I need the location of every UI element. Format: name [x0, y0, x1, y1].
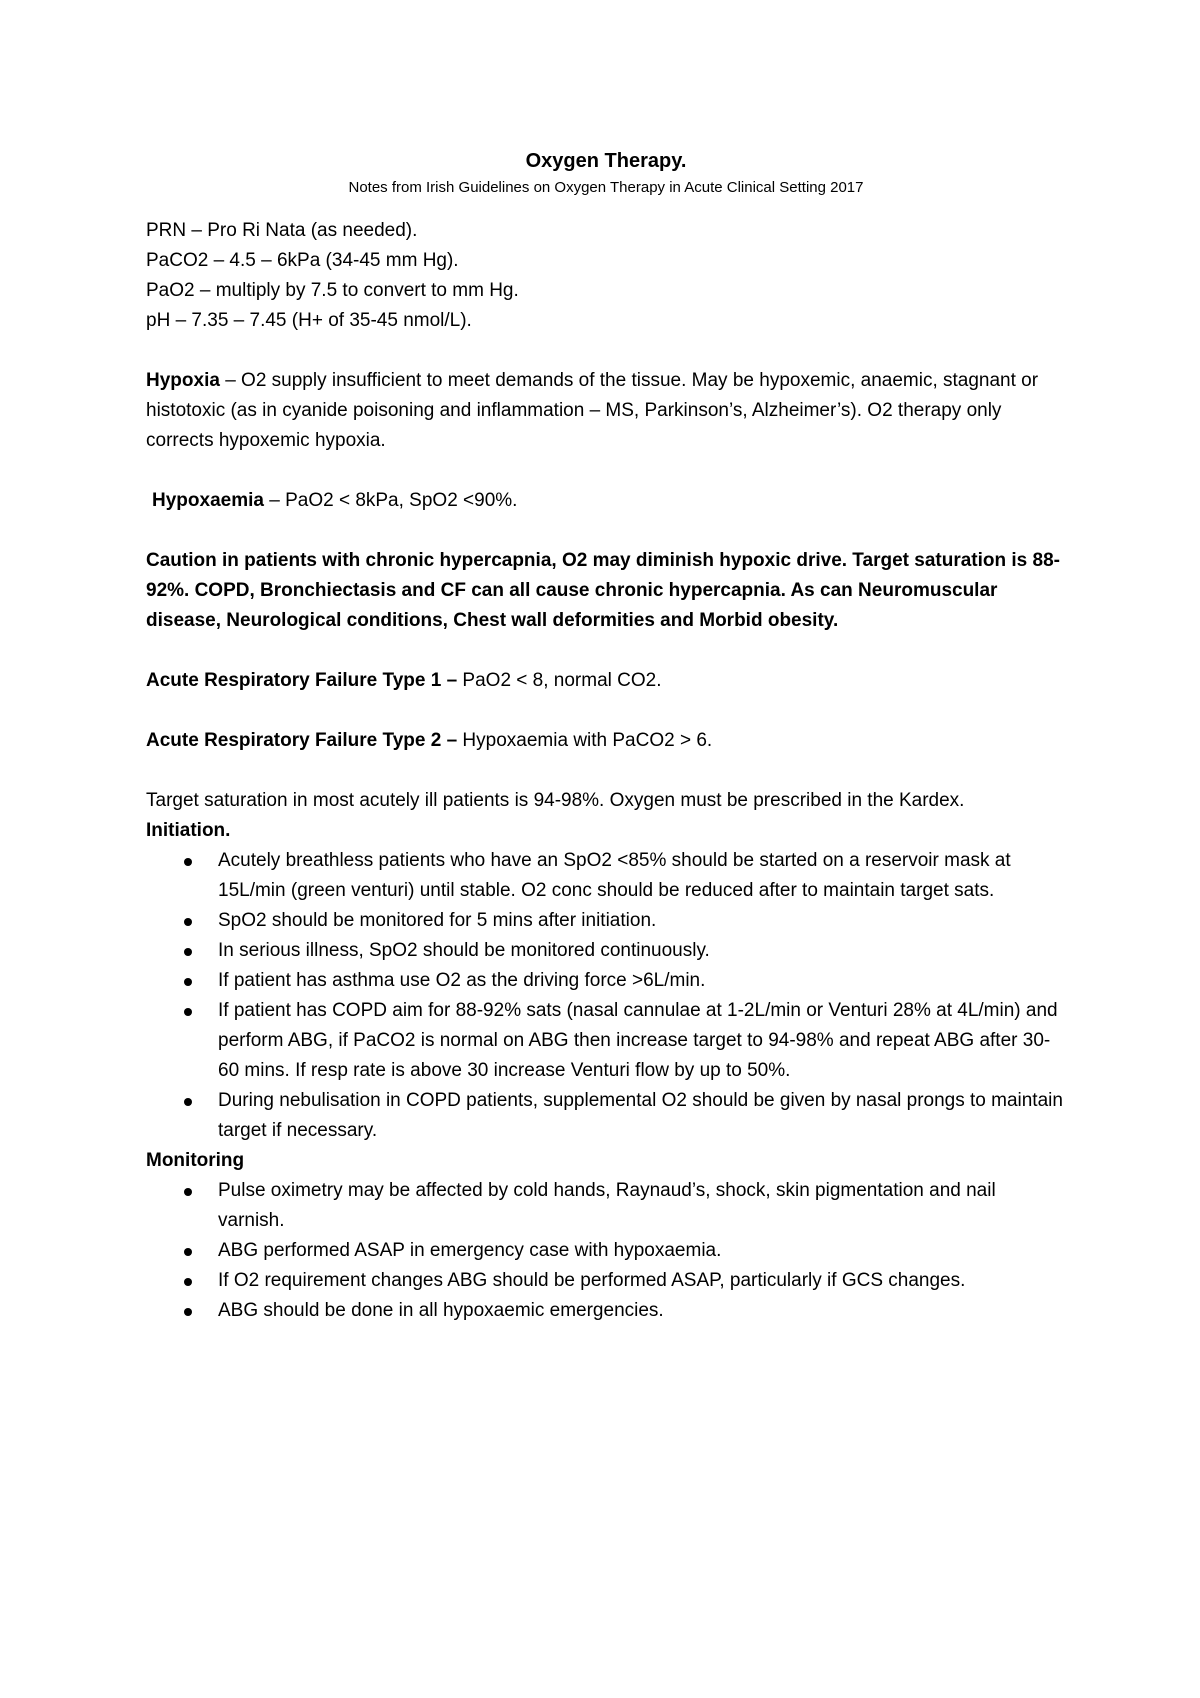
definitions-block: [146, 216, 1066, 336]
document-title: Oxygen Therapy.: [525, 150, 687, 172]
bullet-icon: [184, 1308, 192, 1316]
hypoxaemia-text: – PaO2 < 8kPa, SpO2 <90%.: [263, 490, 518, 511]
document-content: [146, 146, 1066, 1326]
list-item-text: ABG should be done in all hypoxaemic emergencies.: [218, 1300, 664, 1321]
initiation-list: [146, 846, 1066, 1146]
list-item-text: In serious illness, SpO2 should be monitored continuously.: [218, 940, 710, 961]
definition-pao2: PaO2 – multiply by 7.5 to convert to mm Hg.: [146, 280, 519, 301]
document-subtitle: Notes from Irish Guidelines on Oxygen Therapy in Acute Clinical Setting 2017: [348, 179, 864, 196]
list-item: [182, 936, 1066, 966]
list-item: [182, 996, 1066, 1086]
list-item: [182, 846, 1066, 906]
list-item-text: Acutely breathless patients who have an SpO2 <85% should be started on a reservoir mask at 15L/min (green venturi) until stable. O2 conc should be reduced after to maintain target sats.: [218, 850, 1011, 901]
hypoxaemia-paragraph: [146, 486, 1066, 516]
list-item: [182, 1296, 1066, 1326]
list-item-text: During nebulisation in COPD patients, supplemental O2 should be given by nasal prongs to maintain target if necessary.: [218, 1090, 1063, 1141]
list-item-text: If O2 requirement changes ABG should be performed ASAP, particularly if GCS changes.: [218, 1270, 966, 1291]
list-item: [182, 966, 1066, 996]
list-item: [182, 906, 1066, 936]
monitoring-heading: Monitoring: [146, 1150, 245, 1171]
bullet-icon: [184, 918, 192, 926]
initiation-heading: Initiation.: [146, 820, 231, 841]
target-saturation-paragraph: Target saturation in most acutely ill patients is 94-98%. Oxygen must be prescribed in the Kardex.: [146, 790, 965, 811]
arf-type1-text: PaO2 < 8, normal CO2.: [457, 670, 662, 691]
arf-type2-term: Acute Respiratory Failure Type 2 –: [146, 730, 458, 751]
bullet-icon: [184, 1188, 192, 1196]
bullet-icon: [184, 978, 192, 986]
list-item: [182, 1236, 1066, 1266]
definition-paco2: PaCO2 – 4.5 – 6kPa (34-45 mm Hg).: [146, 250, 459, 271]
hypoxia-term: Hypoxia: [146, 370, 220, 391]
monitoring-list: [146, 1176, 1066, 1326]
hypoxaemia-term: Hypoxaemia: [152, 490, 264, 511]
caution-paragraph: Caution in patients with chronic hypercapnia, O2 may diminish hypoxic drive. Target saturation is 88-92%. COPD, Bronchiectasis and CF can all cause chronic hypercapnia. As can Neuromuscular disease, Neurological conditions, Chest wall deformities and Morbid obesity.: [146, 550, 1060, 631]
list-item: [182, 1086, 1066, 1146]
bullet-icon: [184, 1008, 192, 1016]
list-item: [182, 1176, 1066, 1236]
list-item-text: SpO2 should be monitored for 5 mins after initiation.: [218, 910, 657, 931]
arf-type1-term: Acute Respiratory Failure Type 1 –: [146, 670, 458, 691]
list-item: [182, 1266, 1066, 1296]
hypoxia-paragraph: [146, 366, 1066, 456]
list-item-text: If patient has asthma use O2 as the driving force >6L/min.: [218, 970, 706, 991]
bullet-icon: [184, 1098, 192, 1106]
arf-type2-paragraph: [146, 726, 1066, 756]
list-item-text: ABG performed ASAP in emergency case with hypoxaemia.: [218, 1240, 722, 1261]
bullet-icon: [184, 948, 192, 956]
hypoxia-text: – O2 supply insufficient to meet demands of the tissue. May be hypoxemic, anaemic, stagnant or histotoxic (as in cyanide poisoning and inflammation – MS, Parkinson’s, Alzheimer’s). O2 therapy only corrects hypoxemic hypoxia.: [146, 370, 1039, 451]
bullet-icon: [184, 1248, 192, 1256]
list-item-text: Pulse oximetry may be affected by cold hands, Raynaud’s, shock, skin pigmentation and nail varnish.: [218, 1180, 996, 1231]
definition-prn: PRN – Pro Ri Nata (as needed).: [146, 220, 418, 241]
definition-ph: pH – 7.35 – 7.45 (H+ of 35-45 nmol/L).: [146, 310, 472, 331]
list-item-text: If patient has COPD aim for 88-92% sats (nasal cannulae at 1-2L/min or Venturi 28% at 4L/min) and perform ABG, if PaCO2 is normal on ABG then increase target to 94-98% and repeat ABG after 30-60 mins. If resp rate is above 30 increase Venturi flow by up to 50%.: [218, 1000, 1058, 1081]
arf-type2-text: Hypoxaemia with PaCO2 > 6.: [457, 730, 713, 751]
bullet-icon: [184, 858, 192, 866]
arf-type1-paragraph: [146, 666, 1066, 696]
bullet-icon: [184, 1278, 192, 1286]
